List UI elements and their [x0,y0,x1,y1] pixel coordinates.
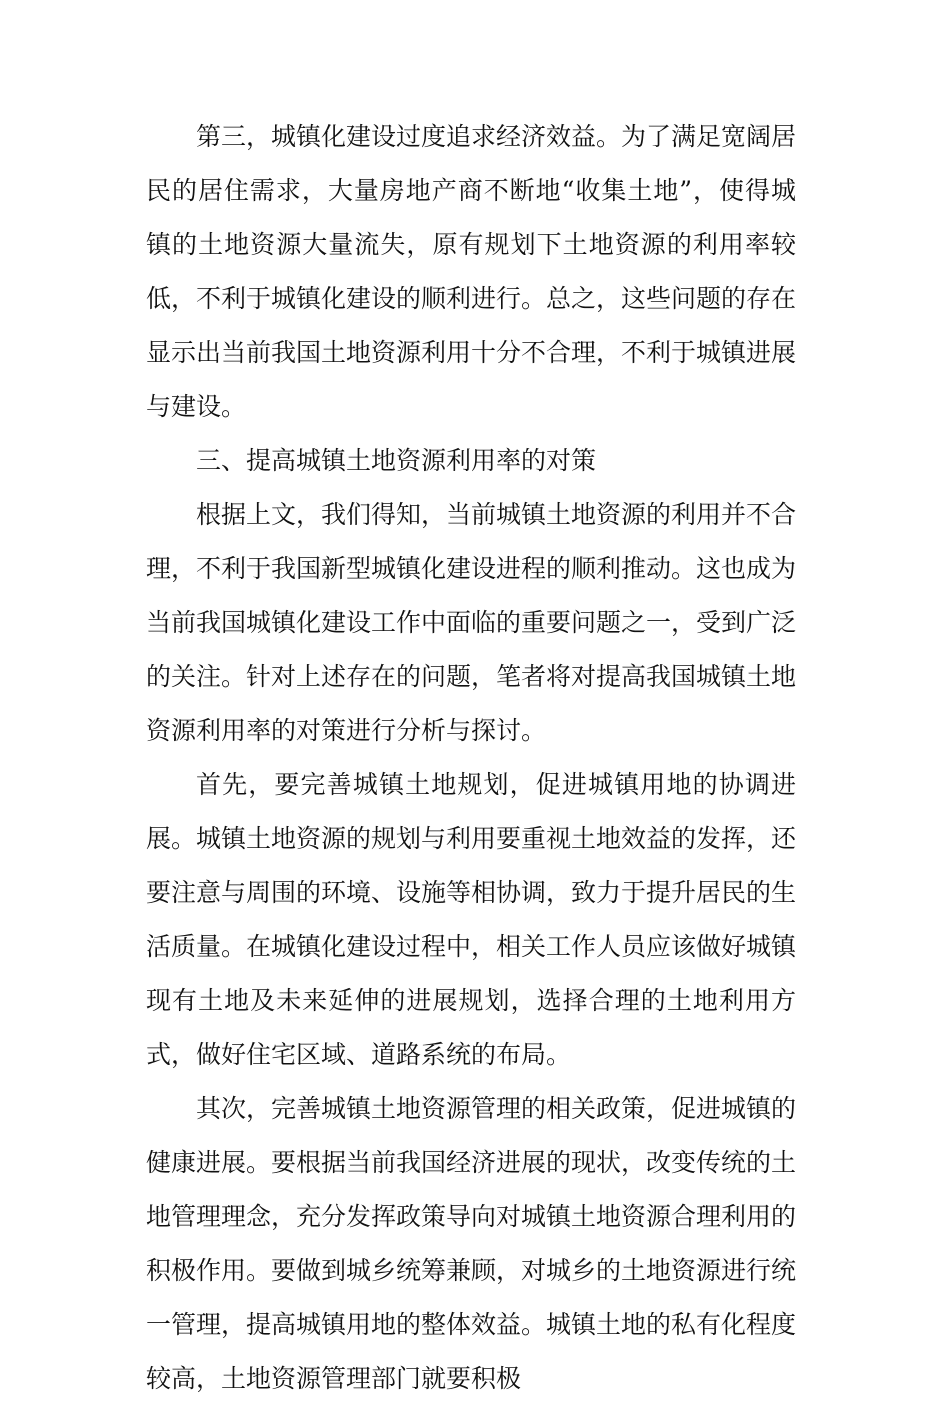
paragraph-first-countermeasure: 首先，要完善城镇土地规划，促进城镇用地的协调进展。城镇土地资源的规划与利用要重视土地效益的发挥，还要注意与周围的环境、设施等相协调，致力于提升居民的生活质量。在城镇化建设过程中，相关工作人员应该做好城镇现有土地及未来延伸的进展规划，选择合理的土地利用方式，做好住宅区域、道路系统的布局。 [146,770,797,1069]
document-body [146,110,796,1406]
section-heading: 三、提高城镇土地资源利用率的对策 [196,446,597,475]
paragraph-intro-countermeasures: 根据上文，我们得知，当前城镇土地资源的利用并不合理，不利于我国新型城镇化建设进程的顺利推动。这也成为当前我国城镇化建设工作中面临的重要问题之一，受到广泛的关注。针对上述存在的问题，笔者将对提高我国城镇土地资源利用率的对策进行分析与探讨。 [146,500,797,745]
paragraph-second-countermeasure: 其次，完善城镇土地资源管理的相关政策，促进城镇的健康进展。要根据当前我国经济进展的现状，改变传统的土地管理理念，充分发挥政策导向对城镇土地资源合理利用的积极作用。要做到城乡统筹兼顾，对城乡的土地资源进行统一管理，提高城镇用地的整体效益。城镇土地的私有化程度较高，土地资源管理部门就要积极 [146,1094,797,1393]
paragraph-third-point: 第三，城镇化建设过度追求经济效益。为了满足宽阔居民的居住需求，大量房地产商不断地“收集土地”，使得城镇的土地资源大量流失，原有规划下土地资源的利用率较低，不利于城镇化建设的顺利进行。总之，这些问题的存在显示出当前我国土地资源利用十分不合理，不利于城镇进展与建设。 [146,122,797,421]
